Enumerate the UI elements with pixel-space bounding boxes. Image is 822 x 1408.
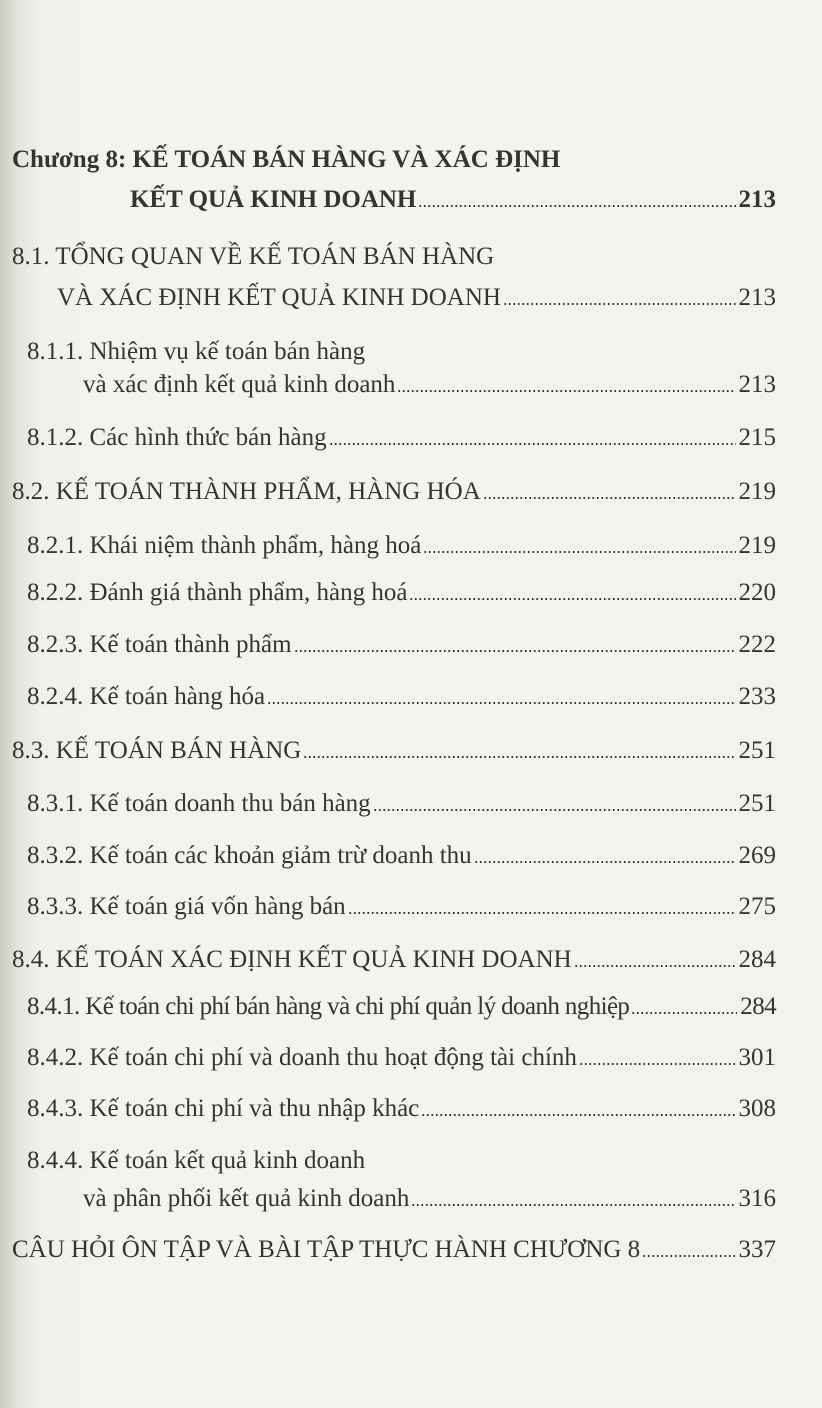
- dot-leader: [329, 441, 736, 447]
- dot-leader: [348, 910, 736, 916]
- page-number: 219: [738, 478, 776, 505]
- entry-label: 8.2. KẾ TOÁN THÀNH PHẨM, HÀNG HÓA: [12, 478, 481, 505]
- page-number: 308: [738, 1095, 776, 1122]
- chapter-title-line2: KẾT QUẢ KINH DOANH: [130, 186, 417, 213]
- chapter-title-line1: [12, 143, 560, 177]
- dot-leader: [642, 1253, 735, 1259]
- dot-leader: [267, 700, 735, 706]
- entry-label: 8.4.4. Kế toán kết quả kinh doanh: [27, 1147, 366, 1174]
- page-number: 222: [738, 631, 776, 658]
- entry-label: 8.3.3. Kế toán giá vốn hàng bán: [27, 893, 346, 920]
- dot-leader: [409, 596, 735, 602]
- chapter-title-text: Chương 8: KẾ TOÁN BÁN HÀNG VÀ XÁC ĐỊNH: [12, 146, 561, 173]
- toc-entry[interactable]: [12, 943, 776, 977]
- toc-entry[interactable]: [27, 576, 776, 610]
- toc-entry[interactable]: [27, 990, 776, 1024]
- toc-entry[interactable]: [27, 839, 776, 873]
- dot-leader: [418, 203, 735, 209]
- page-number: 251: [738, 790, 776, 817]
- toc-entry[interactable]: [27, 1092, 776, 1126]
- page-number: 251: [738, 737, 776, 764]
- entry-label: và xác định kết quả kinh doanh: [83, 371, 396, 398]
- toc-entry-8-1-line1: [12, 240, 494, 274]
- entry-label: 8.2.4. Kế toán hàng hóa: [27, 683, 266, 710]
- toc-entry[interactable]: [27, 680, 776, 714]
- entry-label: CÂU HỎI ÔN TẬP VÀ BÀI TẬP THỰC HÀNH CHƯƠNG 8: [12, 1236, 641, 1263]
- entry-label: 8.1.2. Các hình thức bán hàng: [27, 424, 327, 451]
- dot-leader: [579, 1061, 736, 1067]
- page-number: 284: [738, 946, 776, 973]
- toc-entry[interactable]: [27, 421, 776, 455]
- page-number: 301: [738, 1044, 776, 1071]
- entry-label: 8.1. TỔNG QUAN VỀ KẾ TOÁN BÁN HÀNG: [12, 243, 495, 270]
- page-number: 220: [738, 579, 776, 606]
- page-number: 275: [738, 893, 776, 920]
- toc-entry-8-4-4-line1: [27, 1144, 365, 1178]
- toc-entry-chapter[interactable]: [130, 183, 776, 217]
- dot-leader: [303, 754, 735, 760]
- entry-label: 8.2.2. Đánh giá thành phẩm, hàng hoá: [27, 579, 408, 606]
- toc-entry[interactable]: [12, 475, 776, 509]
- toc-entry[interactable]: [12, 734, 776, 768]
- page-number: 215: [738, 424, 776, 451]
- entry-label: 8.3.2. Kế toán các khoản giảm trừ doanh thu: [27, 842, 472, 869]
- dot-leader: [423, 549, 735, 555]
- page-number: 213: [738, 284, 776, 311]
- page-number: 269: [738, 842, 776, 869]
- toc-entry-8-1-1[interactable]: [83, 368, 776, 402]
- dot-leader: [373, 807, 736, 813]
- dot-leader: [294, 648, 736, 654]
- page-number: 316: [738, 1185, 776, 1212]
- dot-leader: [397, 388, 735, 394]
- page-number: 213: [738, 186, 776, 213]
- page-number: 233: [738, 683, 776, 710]
- toc-entry[interactable]: [27, 787, 776, 821]
- dot-leader: [483, 495, 736, 501]
- toc-entry[interactable]: [27, 1041, 776, 1075]
- toc-entry-review-questions[interactable]: [12, 1233, 776, 1267]
- entry-label: 8.4. KẾ TOÁN XÁC ĐỊNH KẾT QUẢ KINH DOANH: [12, 946, 572, 973]
- entry-label: 8.2.1. Khái niệm thành phẩm, hàng hoá: [27, 532, 422, 559]
- toc-entry[interactable]: [27, 529, 776, 563]
- dot-leader: [474, 859, 736, 865]
- entry-label: 8.4.2. Kế toán chi phí và doanh thu hoạt động tài chính: [27, 1044, 577, 1071]
- entry-label: 8.3.1. Kế toán doanh thu bán hàng: [27, 790, 371, 817]
- toc-entry-8-1[interactable]: [57, 281, 776, 315]
- dot-leader: [631, 1010, 737, 1016]
- entry-label: VÀ XÁC ĐỊNH KẾT QUẢ KINH DOANH: [57, 284, 501, 311]
- page-number: 213: [738, 371, 776, 398]
- entry-label: 8.1.1. Nhiệm vụ kế toán bán hàng: [27, 338, 366, 365]
- entry-label: 8.3. KẾ TOÁN BÁN HÀNG: [12, 737, 302, 764]
- toc-entry-8-4-4[interactable]: [83, 1182, 776, 1216]
- entry-label: 8.4.1. Kế toán chi phí bán hàng và chi phí quản lý doanh nghiệp: [27, 993, 630, 1020]
- entry-label: 8.4.3. Kế toán chi phí và thu nhập khác: [27, 1095, 420, 1122]
- entry-label: và phân phối kết quả kinh doanh: [83, 1185, 410, 1212]
- entry-label: 8.2.3. Kế toán thành phẩm: [27, 631, 292, 658]
- toc-entry-8-1-1-line1: [27, 335, 365, 369]
- page-number: 284: [740, 993, 776, 1020]
- dot-leader: [503, 301, 736, 307]
- page-number: 337: [738, 1236, 776, 1263]
- dot-leader: [411, 1202, 735, 1208]
- page-number: 219: [738, 532, 776, 559]
- toc-entry[interactable]: [27, 890, 776, 924]
- toc-entry[interactable]: [27, 628, 776, 662]
- dot-leader: [574, 963, 736, 969]
- dot-leader: [421, 1112, 735, 1118]
